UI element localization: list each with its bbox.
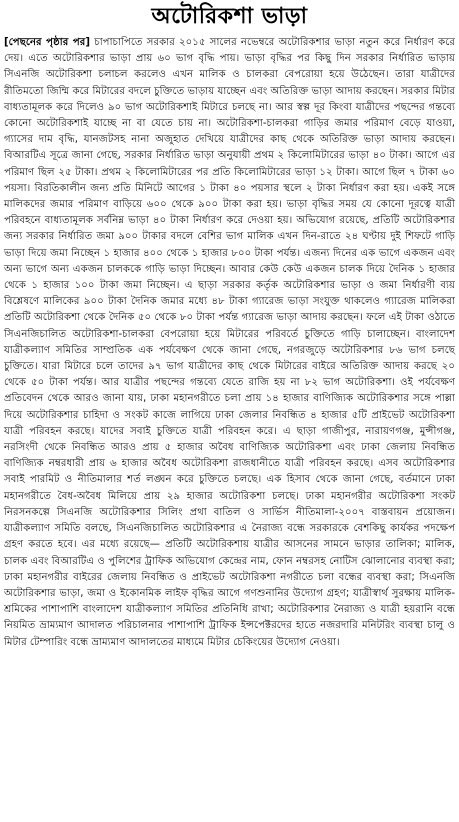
newspaper-clipping xyxy=(4,2,455,820)
continued-from-label: [পেছনের পৃষ্ঠার পর] xyxy=(4,37,90,48)
article-body-text: চাপাচাপিতে সরকার ২০১৫ সালের নভেম্বরে অটোরিকশার ভাড়া নতুন করে নির্ধারণ করে দেয়। এতে অটোরিকশার ভাড়া প্রায় ৬০ ভাগ বৃদ্ধি পায়। ভাড়া বৃদ্ধির পর কিছু দিন সরকার নির্ধারিত ভাড়ায় সিএনজি অটোরিকশা চলাচল করলেও এখন মালিক ও চালকরা বেপরোয়া হয়ে উঠেছেন। তারা যাত্রীদের রীতিমতো জিম্মি করে মিটারের বদলে চুক্তিতে ভাড়ায় যাচ্ছেন এবং অতিরিক্ত ভাড়া আদায় করছেন। সরকার মিটার বাধ্যতামূলক করে দিলেও ৯০ ভাগ অটোরিকশাই মিটারে চলছে না। আর স্বল্প দূর কিংবা যাত্রীদের পছন্দের গন্তব্যে কোনো অটোরিকশাই যাচ্ছে না বা যেতে চায় না। অটোরিকশা-চালকরা গাড়ির জমার পরিমাণ বেড়ে যাওয়া, গ্যাসের দাম বৃদ্ধি, যানজটসহ নানা অজুহাত দেখিয়ে যাত্রীদের কাছ থেকে অতিরিক্ত ভাড়া আদায় করছেন। বিআরটিএ সূত্রে জানা গেছে, সরকার নির্ধারিত ভাড়া অনুযায়ী প্রথম ২ কিলোমিটারের ভাড়া ৪০ টাকা। আগে এর পরিমাণ ছিল ২৫ টাকা। প্রথম ২ কিলোমিটারের পর প্রতি কিলোমিটারের ভাড়া ১২ টাকা। আগে ছিল ৭ টাকা ৬০ পয়সা। বিরতিকালীন জন্য প্রতি মিনিটে আগের ১ টাকা ৪০ পয়সার স্থলে ২ টাকা নির্ধারণ করা হয়। একই সঙ্গে মালিকদের জমার পরিমাণ বাড়িয়ে ৬০০ থেকে ৯০০ টাকা করা হয়। ভাড়া বৃদ্ধির সময় যে কোনো দূরত্বে যাত্রী পরিবহনে বাধ্যতামূলক সর্বনিম্ন ভাড়া ৪০ টাকা নির্ধারণ করে দেওয়া হয়। অভিযোগ রয়েছে, প্রতিটি অটোরিকশার জন্য সরকার নির্ধারিত জমা ৯০০ টাকার বদলে বেশির ভাগ মালিক এখন দিন-রাতে ২৪ ঘণ্টায় দুই শিফটে গাড়ি ভাড়া দিয়ে জমা নিচ্ছেন ১ হাজার ৪০০ থেকে ১ হাজার ৮০০ টাকা পর্যন্ত। এজন্য দিনের এক ভাগে একজন এবং অন্য ভাগে অন্য একজন চালককে গাড়ি ভাড়া দিচ্ছেন। আবার কেউ কেউ একজন চালক দিয়ে দৈনিক ১ হাজার থেকে ১ হাজার ১০০ টাকা জমা নিচ্ছেন। এ ছাড়া সরকার কর্তৃক অটোরিকশার ভাড়া ও জমা নির্ধারণী ব্যয় বিশ্লেষণে মালিকের ৯০০ টাকা দৈনিক জমার মধ্যে ৪৮ টাকা গ্যারেজ ভাড়া সংযুক্ত থাকলেও গ্যারেজ মালিকরা প্রতিটি অটোরিকশা থেকে দৈনিক ৫০ থেকে ৮০ টাকা পর্যন্ত গ্যারেজ ভাড়া আদায় করছেন। ফলে এই টাকা ওঠাতে সিএনজিচালিত অটোরিকশা-চালকরা বেপরোয়া হয়ে মিটারের পরিবর্তে চুক্তিতে গাড়ি চালাচ্ছেন। বাংলাদেশ যাত্রীকল্যাণ সমিতির সাম্প্রতিক এক পর্যবেক্ষণ থেকে জানা গেছে, নগরজুড়ে অটোরিকশার ৮৬ ভাগ চলছে চুক্তিতে। যারা মিটারে চলে তাদের ৯৭ ভাগ যাত্রীদের কাছ থেকে মিটারের বাইরে অতিরিক্ত আদায় করছে ২০ থেকে ৫০ টাকা পর্যন্ত। আর যাত্রীর পছন্দের গন্তব্যে যেতে রাজি হয় না ৮২ ভাগ অটোরিকশা। ওই পর্যবেক্ষণ প্রতিবেদন থেকে আরও জানা যায়, ঢাকা মহানগরীতে চলা প্রায় ১৪ হাজার বাণিজ্যিক অটোরিকশার সঙ্গে পাল্লা দিয়ে অটোরিকশার চাহিদা ও সংকট কাজে লাগিয়ে ঢাকা জেলার নিবন্ধিত ৪ হাজার ৫টি প্রাইভেট অটোরিকশা যাত্রী পরিবহন করছে। যাদের সবাই চুক্তিতে যাত্রী পরিবহন করে। এ ছাড়া গাজীপুর, নারায়ণগঞ্জ, মুন্সীগঞ্জ, নরসিংদী থেকে নিবন্ধিত আরও প্রায় ৫ হাজার অবৈধ বাণিজ্যিক অটোরিকশা এবং ঢাকা জেলায় নিবন্ধিত বাণিজ্যিক নম্বরধারী প্রায় ৬ হাজার অবৈধ অটোরিকশা রাজধানীতে যাত্রী পরিবহন করছে। এসব অটোরিকশার সবাই পারমিট ও নীতিমালার শর্ত লঙ্ঘন করে চুক্তিতে চলছে। এক হিসাব থেকে জানা গেছে, বর্তমানে ঢাকা মহানগরীতে বৈধ-অবৈধ মিলিয়ে প্রায় ২৯ হাজার অটোরিকশা চলছে। ঢাকা মহানগরীর অটোরিকশা সংকট নিরসনকল্পে সিএনজি অটোরিকশার সিলিং প্রথা বাতিল ও সার্ভিস নীতিমালা-২০০৭ বাস্তবায়ন প্রয়োজন। যাত্রীকল্যাণ সমিতি বলছে, সিএনজিচালিত অটোরিকশার এ নৈরাজ্য বন্ধে সরকারকে বেশকিছু কার্যকর পদক্ষেপ গ্রহণ করতে হবে। এর মধ্যে রয়েছে— প্রতিটি অটোরিকশায় যাত্রীর আসনের সামনে ভাড়ার তালিকা; মালিক, চালক এবং বিআরটিএ ও পুলিশের ট্রাফিক অভিযোগ কেন্দ্রের নাম, ফোন নম্বরসহ নোটিস ঝোলানোর ব্যবস্থা করা; ঢাকা মহানগরীর বাইরের জেলায় নিবন্ধিত ও প্রাইভেট অটোরিকশা নগরীতে চলা বন্ধের ব্যবস্থা করা; সিএনজি অটোরিকশার ভাড়া, জমা ও ইকোনমিক লাইফ বৃদ্ধির আগে গণশুনানির উদ্যোগ গ্রহণ; যাত্রীস্বার্থ সুরক্ষায় মালিক-শ্রমিকের পাশাপাশি বাংলাদেশ যাত্রীকল্যাণ সমিতির প্রতিনিধি রাখা; অটোরিকশার নৈরাজ্য ও যাত্রী হয়রানি বন্ধে নিয়মিত ভ্রাম্যমাণ আদালত পরিচালনার পাশাপাশি ট্রাফিক ইন্সপেক্টরদের হাতে নজরদারি মনিটরিং ব্যবস্থা চালু ও মিটার টেম্পারিং বন্ধে ভ্রাম্যমাণ আদালতের মাধ্যমে মিটার চেকিংয়ের উদ্যোগ নেওয়া। xyxy=(4,37,455,648)
article-headline: অটোরিকশা ভাড়া xyxy=(151,4,308,29)
article-body xyxy=(4,35,455,651)
